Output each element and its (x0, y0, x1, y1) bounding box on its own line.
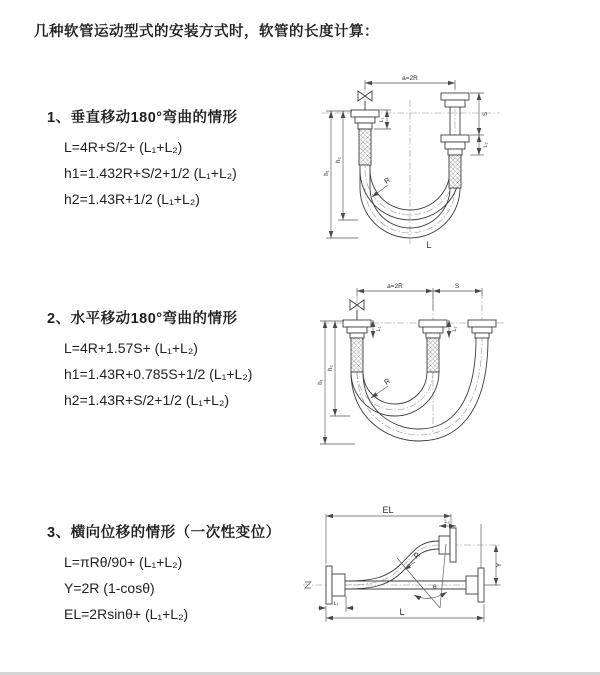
right-fitting (468, 320, 496, 338)
formula-L-3: L=πRθ/90+ (L₁+L₂) (64, 554, 183, 570)
dim-label-l2: L₂ (452, 326, 458, 332)
dim-label-a2r: a=2R (402, 75, 418, 82)
angle-label-theta: θ (433, 584, 437, 591)
dim-label-a2r: a=2R (387, 283, 403, 290)
dim-label-l1: L₁ (376, 326, 382, 332)
left-flange (326, 566, 345, 604)
right-flange-displaced (439, 528, 456, 562)
dim-label-l1: L₁ (379, 117, 385, 123)
formula-EL-3: EL=2Rsinθ+ (L₁+L₂) (64, 606, 189, 622)
dim-label-length: L (399, 607, 405, 617)
dim-label-r: R (411, 550, 422, 561)
middle-fitting (419, 320, 447, 372)
section-3-heading: 3、横向位移的情形（一次性变位） (47, 525, 281, 541)
section-1 (47, 106, 238, 212)
dim-label-h2: h₂ (328, 365, 334, 371)
dim-label-r: R (382, 376, 392, 387)
dim-label-s: S (483, 111, 489, 117)
diagram-horizontal-180-bend (300, 280, 600, 458)
section-1-heading: 1、垂直移动180°弯曲的情形 (47, 110, 238, 126)
centerlines (322, 292, 505, 435)
left-fitting (351, 110, 379, 165)
formula-L-1: L=4R+S/2+ (L₁+L₂) (64, 139, 183, 155)
dim-label-el: EL (382, 505, 394, 515)
page-title: 几种软管运动型式的安装方式时，软管的长度计算： (34, 24, 379, 40)
formula-h1-1: h1=1.432R+S/2+1/2 (L₁+L₂) (64, 165, 237, 181)
formula-h2-1: h2=1.43R+1/2 (L₁+L₂) (64, 191, 200, 207)
section-2 (47, 307, 252, 413)
dim-label-h1: h₁ (318, 379, 324, 385)
hose-displaced (345, 541, 439, 589)
dim-label-h1: h₁ (324, 170, 330, 176)
formula-h1-2: h1=1.43R+0.785S+1/2 (L₁+L₂) (64, 366, 253, 382)
formula-L-2: L=4R+1.57S+ (L₁+L₂) (64, 340, 198, 356)
hose-curves (351, 338, 488, 441)
section-2-heading: 2、水平移动180°弯曲的情形 (47, 311, 238, 327)
dimensions (318, 283, 482, 444)
dim-label-h2: h₂ (336, 157, 342, 163)
dim-label-length: L (426, 240, 432, 250)
dim-label-r: R (382, 175, 392, 186)
formula-Y-3: Y=2R (1-cosθ) (64, 580, 155, 596)
dim-label-l2: L₂ (483, 142, 489, 148)
right-fitting (441, 93, 469, 188)
dim-label-l2: L₂ (444, 519, 450, 525)
dim-label-s: S (454, 283, 460, 290)
left-fitting (343, 320, 371, 372)
diagram-vertical-180-bend (300, 70, 600, 265)
right-flange-original (466, 568, 484, 602)
dim-label-y: Y (496, 562, 503, 568)
formula-h2-2: h2=1.43R+S/2+1/2 (L₁+L₂) (64, 392, 230, 408)
section-3 (47, 521, 281, 627)
dim-label-l1: L₁ (333, 601, 339, 607)
diagram-lateral-displacement (298, 498, 598, 646)
